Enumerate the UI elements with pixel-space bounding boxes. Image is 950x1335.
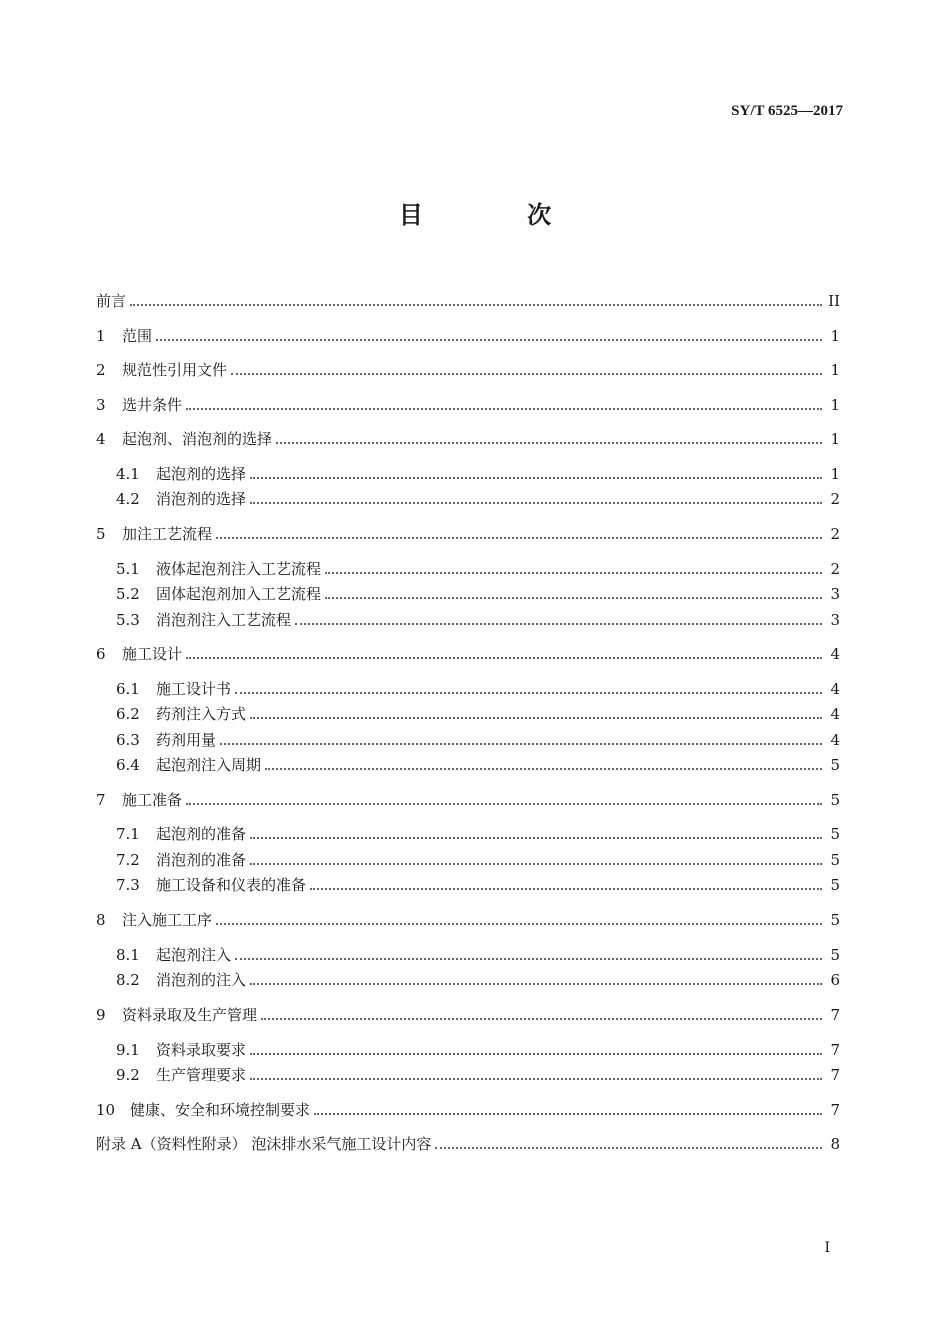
toc-entry-3[interactable] bbox=[96, 391, 840, 415]
toc-page: 4 bbox=[830, 645, 840, 663]
dot-leader bbox=[435, 1146, 822, 1149]
toc-num: 8.2 bbox=[116, 971, 140, 989]
toc-label: 施工准备 bbox=[122, 791, 183, 809]
toc-page: 5 bbox=[830, 876, 840, 894]
dot-leader bbox=[130, 303, 822, 306]
toc-page: 4 bbox=[830, 680, 840, 698]
dot-leader bbox=[250, 716, 822, 719]
toc-entry-7[interactable] bbox=[96, 786, 840, 810]
toc-label: 起泡剂注入 bbox=[156, 946, 232, 964]
dot-leader bbox=[325, 596, 822, 599]
toc-page: 5 bbox=[830, 911, 840, 929]
dot-leader bbox=[261, 1017, 822, 1020]
dot-leader bbox=[314, 1112, 822, 1115]
toc-num: 2 bbox=[96, 361, 106, 379]
toc-entry-4-1[interactable] bbox=[116, 460, 840, 484]
toc-num: 5.3 bbox=[116, 611, 140, 629]
toc-page: 2 bbox=[830, 490, 840, 508]
dot-leader bbox=[186, 656, 822, 659]
toc-page: 1 bbox=[830, 361, 840, 379]
toc-title: 目 次 bbox=[398, 201, 600, 229]
toc-page: II bbox=[828, 292, 840, 310]
toc-num: 7.1 bbox=[116, 825, 140, 843]
toc-num: 7.3 bbox=[116, 876, 140, 894]
toc-page: 7 bbox=[830, 1041, 840, 1059]
dot-leader bbox=[250, 1077, 822, 1080]
dot-leader bbox=[325, 571, 822, 574]
toc-entry-8[interactable] bbox=[96, 906, 840, 930]
dot-leader bbox=[156, 338, 822, 341]
toc-label: 施工设计书 bbox=[156, 680, 232, 698]
toc-label: 生产管理要求 bbox=[156, 1066, 247, 1084]
toc-num: 6.4 bbox=[116, 756, 140, 774]
toc-entry-6[interactable] bbox=[96, 640, 840, 664]
toc-entry-9-2[interactable] bbox=[116, 1061, 840, 1085]
toc-entry-8-1[interactable] bbox=[116, 941, 840, 965]
toc-page: 5 bbox=[830, 791, 840, 809]
dot-leader bbox=[216, 922, 822, 925]
toc-label: 规范性引用文件 bbox=[122, 361, 228, 379]
toc-num: 9 bbox=[96, 1006, 106, 1024]
dot-leader bbox=[250, 1052, 822, 1055]
toc-num: 6 bbox=[96, 645, 106, 663]
toc-page: 7 bbox=[830, 1066, 840, 1084]
toc-label: 消泡剂的准备 bbox=[156, 851, 247, 869]
dot-leader bbox=[216, 536, 822, 539]
toc-num: 5 bbox=[96, 525, 106, 543]
toc-num: 10 bbox=[96, 1101, 116, 1119]
toc-entry-2[interactable] bbox=[96, 356, 840, 380]
toc-page: 5 bbox=[830, 825, 840, 843]
dot-leader bbox=[186, 802, 822, 805]
toc-entry-4-2[interactable] bbox=[116, 485, 840, 509]
toc-num: 6.1 bbox=[116, 680, 140, 698]
toc-entry-5-3[interactable] bbox=[116, 606, 840, 630]
dot-leader bbox=[265, 767, 822, 770]
toc-label: 起泡剂、消泡剂的选择 bbox=[122, 430, 273, 448]
toc-page: 8 bbox=[830, 1135, 840, 1153]
toc-label: 起泡剂的准备 bbox=[156, 825, 247, 843]
dot-leader bbox=[310, 887, 822, 890]
toc-page: 1 bbox=[830, 396, 840, 414]
toc-label: 资料录取要求 bbox=[156, 1041, 247, 1059]
toc-entry-9[interactable] bbox=[96, 1001, 840, 1025]
toc-label: 液体起泡剂注入工艺流程 bbox=[156, 560, 322, 578]
toc-entry-5-2[interactable] bbox=[116, 580, 840, 604]
toc-entry-8-2[interactable] bbox=[116, 966, 840, 990]
toc-label: 附录 A（资料性附录） 泡沫排水采气施工设计内容 bbox=[96, 1135, 432, 1153]
toc-label: 加注工艺流程 bbox=[122, 525, 213, 543]
toc-num: 8 bbox=[96, 911, 106, 929]
dot-leader bbox=[220, 742, 822, 745]
toc-entry-6-1[interactable] bbox=[116, 675, 840, 699]
toc-entry-10[interactable] bbox=[96, 1096, 840, 1120]
toc-page: 4 bbox=[830, 731, 840, 749]
toc-label: 前言 bbox=[96, 292, 127, 310]
toc-num: 4 bbox=[96, 430, 106, 448]
toc-page: 1 bbox=[830, 430, 840, 448]
dot-leader bbox=[250, 836, 822, 839]
toc-label: 资料录取及生产管理 bbox=[122, 1006, 258, 1024]
toc-entry-6-3[interactable] bbox=[116, 726, 840, 750]
dot-leader bbox=[250, 476, 822, 479]
toc-entry-5[interactable] bbox=[96, 520, 840, 544]
toc-num: 3 bbox=[96, 396, 106, 414]
toc-num: 9.2 bbox=[116, 1066, 140, 1084]
toc-label: 药剂用量 bbox=[156, 731, 217, 749]
toc-page: 1 bbox=[830, 465, 840, 483]
toc-num: 5.2 bbox=[116, 585, 140, 603]
toc-num: 7 bbox=[96, 791, 106, 809]
dot-leader bbox=[186, 407, 822, 410]
toc-page: 2 bbox=[830, 525, 840, 543]
toc-entry-foreword[interactable] bbox=[96, 287, 840, 311]
toc-entry-5-1[interactable] bbox=[116, 555, 840, 579]
toc-label: 施工设备和仪表的准备 bbox=[156, 876, 307, 894]
toc-page: 1 bbox=[830, 327, 840, 345]
toc-label: 起泡剂的选择 bbox=[156, 465, 247, 483]
dot-leader bbox=[276, 441, 822, 444]
toc-page: 5 bbox=[830, 756, 840, 774]
toc-page: 2 bbox=[830, 560, 840, 578]
dot-leader bbox=[295, 622, 822, 625]
toc-entry-9-1[interactable] bbox=[116, 1036, 840, 1060]
toc-num: 7.2 bbox=[116, 851, 140, 869]
toc-label: 消泡剂的选择 bbox=[156, 490, 247, 508]
page-number: I bbox=[824, 1240, 830, 1256]
toc-num: 4.2 bbox=[116, 490, 140, 508]
toc-num: 1 bbox=[96, 327, 106, 345]
dot-leader bbox=[250, 982, 822, 985]
toc-label: 药剂注入方式 bbox=[156, 705, 247, 723]
toc-label: 范围 bbox=[122, 327, 153, 345]
toc-entry-6-2[interactable] bbox=[116, 700, 840, 724]
toc-entry-7-3[interactable] bbox=[116, 871, 840, 895]
toc-page: 3 bbox=[830, 611, 840, 629]
toc-page: 3 bbox=[830, 585, 840, 603]
toc-num: 6.3 bbox=[116, 731, 140, 749]
toc-num: 5.1 bbox=[116, 560, 140, 578]
toc-entry-6-4[interactable] bbox=[116, 751, 840, 775]
toc-label: 消泡剂注入工艺流程 bbox=[156, 611, 292, 629]
toc-entry-1[interactable] bbox=[96, 322, 840, 346]
toc-label: 固体起泡剂加入工艺流程 bbox=[156, 585, 322, 603]
toc-entry-4[interactable] bbox=[96, 425, 840, 449]
toc-page: 4 bbox=[830, 705, 840, 723]
toc-entry-appendix-a[interactable] bbox=[96, 1130, 840, 1154]
dot-leader bbox=[231, 372, 822, 375]
toc-label: 注入施工工序 bbox=[122, 911, 213, 929]
toc-page: 6 bbox=[830, 971, 840, 989]
toc-label: 起泡剂注入周期 bbox=[156, 756, 262, 774]
toc-label: 消泡剂的注入 bbox=[156, 971, 247, 989]
toc-num: 6.2 bbox=[116, 705, 140, 723]
dot-leader bbox=[250, 501, 822, 504]
toc-page: 7 bbox=[830, 1101, 840, 1119]
dot-leader bbox=[250, 862, 822, 865]
toc-num: 4.1 bbox=[116, 465, 140, 483]
toc-num: 9.1 bbox=[116, 1041, 140, 1059]
toc-label: 选井条件 bbox=[122, 396, 183, 414]
toc-page: 5 bbox=[830, 851, 840, 869]
dot-leader bbox=[235, 957, 822, 960]
standard-code: SY/T 6525—2017 bbox=[731, 103, 843, 119]
toc-entry-7-2[interactable] bbox=[116, 846, 840, 870]
dot-leader bbox=[235, 691, 822, 694]
toc-label: 健康、安全和环境控制要求 bbox=[130, 1101, 311, 1119]
toc-page: 5 bbox=[830, 946, 840, 964]
toc-label: 施工设计 bbox=[122, 645, 183, 663]
toc-entry-7-1[interactable] bbox=[116, 820, 840, 844]
toc-num: 8.1 bbox=[116, 946, 140, 964]
toc-page: 7 bbox=[830, 1006, 840, 1024]
